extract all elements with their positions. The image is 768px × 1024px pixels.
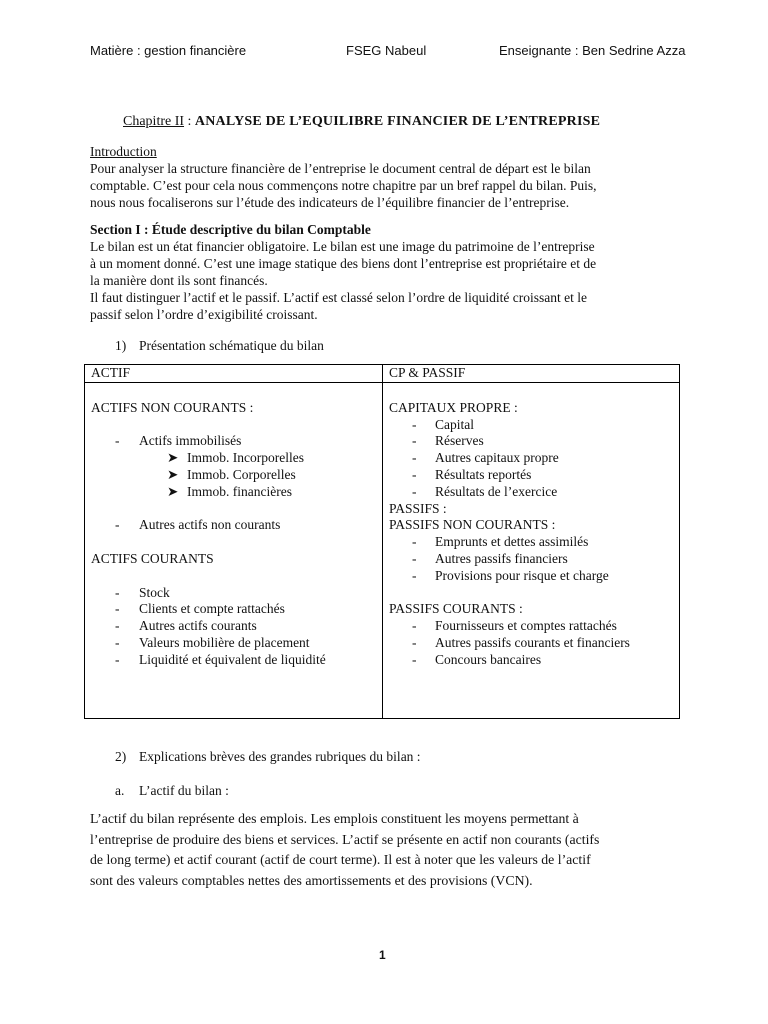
list-item: - Valeurs mobilière de placement <box>115 634 310 650</box>
list-item: - Autres passifs courants et financiers <box>412 634 630 650</box>
passif-header: CP & PASSIF <box>383 365 680 383</box>
list-item: - Autres passifs financiers <box>412 550 568 566</box>
list-item: - Clients et compte rattachés <box>115 601 285 617</box>
arrow-bullet-icon: ➤ <box>167 483 179 499</box>
arrow-bullet-icon: ➤ <box>167 466 179 482</box>
header-teacher: Enseignante : Ben Sedrine Azza <box>499 43 686 58</box>
list-number: 2) <box>115 749 127 764</box>
list-item <box>91 467 382 484</box>
chapter-separator: : <box>184 114 195 129</box>
intro-heading: Introduction <box>90 144 157 159</box>
list-text: Autres passifs financiers <box>435 550 568 566</box>
list-item: - Capital <box>412 416 474 432</box>
paragraph-line: l’entreprise de produire des biens et services. L’actif se présente en actif non courants (actifs <box>90 831 600 847</box>
list-item: - Résultats de l’exercice <box>412 483 558 499</box>
list-item <box>91 484 382 501</box>
section-1-line: passif selon l’ordre d’exigibilité croissant. <box>90 307 318 322</box>
actif-column <box>85 383 383 719</box>
list-item: - Emprunts et dettes assimilés <box>412 534 589 550</box>
actifs-non-courants-title: ACTIFS NON COURANTS : <box>91 399 254 415</box>
list-text: Autres capitaux propre <box>435 450 559 466</box>
passifs-courants-title: PASSIFS COURANTS : <box>389 601 523 617</box>
list-text: Présentation schématique du bilan <box>139 338 324 353</box>
list-text: Emprunts et dettes assimilés <box>435 534 589 550</box>
list-letter: a. <box>115 783 125 798</box>
list-text: Valeurs mobilière de placement <box>139 634 310 650</box>
passifs-non-courants-title: PASSIFS NON COURANTS : <box>389 517 556 533</box>
section-1-line: la manière dont ils sont financés. <box>90 273 268 288</box>
list-text: Clients et compte rattachés <box>139 601 285 617</box>
section-1 <box>90 221 690 323</box>
list-item: - Actifs immobilisés <box>115 433 242 449</box>
intro-line: nous nous focaliserons sur l’étude des indicateurs de l’équilibre financier de l’entreprise. <box>90 195 570 210</box>
list-item <box>91 450 382 467</box>
list-text: Fournisseurs et comptes rattachés <box>435 618 617 634</box>
bilan-table <box>84 364 680 719</box>
list-item: - Liquidité et équivalent de liquidité <box>115 651 326 667</box>
list-text: Résultats de l’exercice <box>435 483 558 499</box>
list-text: Immob. Incorporelles <box>187 450 304 466</box>
list-text: Immob. Corporelles <box>187 466 296 482</box>
passifs-title: PASSIFS : <box>389 500 447 516</box>
list-item-1 <box>115 337 324 354</box>
chapter-label: Chapitre II <box>123 114 185 129</box>
list-text: Autres actifs courants <box>139 618 257 634</box>
list-text: Actifs immobilisés <box>139 433 242 449</box>
arrow-bullet-icon: ➤ <box>167 450 179 466</box>
list-number: 1) <box>115 338 127 353</box>
list-text: Autres actifs non courants <box>139 517 281 533</box>
list-text: Liquidité et équivalent de liquidité <box>139 651 326 667</box>
list-item-2 <box>115 748 421 765</box>
actifs-courants-title: ACTIFS COURANTS <box>91 550 214 566</box>
paragraph-line: sont des valeurs comptables nettes des amortissements et des provisions (VCN). <box>90 872 533 888</box>
section-1-line: à un moment donné. C’est une image statique des biens dont l’entreprise est propriétaire et de <box>90 256 597 271</box>
introduction <box>90 143 690 211</box>
actif-paragraph <box>90 809 690 891</box>
list-text: Autres passifs courants et financiers <box>435 634 630 650</box>
passif-column <box>383 383 680 719</box>
list-item: - Autres actifs courants <box>115 618 257 634</box>
intro-line: Pour analyser la structure financière de l’entreprise le document central de départ est le bilan <box>90 161 591 176</box>
page-number: 1 <box>379 948 386 962</box>
intro-line: comptable. C’est pour cela nous commençons notre chapitre par un bref rappel du bilan. Puis, <box>90 178 597 193</box>
list-text: L’actif du bilan : <box>139 783 229 798</box>
list-item: - Stock <box>115 584 170 600</box>
list-text: Stock <box>139 584 170 600</box>
header-subject: Matière : gestion financière <box>90 43 247 58</box>
paragraph-line: L’actif du bilan représente des emplois. Les emplois constituent les moyens permettant à <box>90 811 579 826</box>
actif-header: ACTIF <box>85 365 383 383</box>
chapter-title <box>123 114 600 130</box>
list-item: - Réserves <box>412 433 484 449</box>
list-text: Immob. financières <box>187 483 292 499</box>
list-item-a <box>115 782 229 799</box>
list-item: - Autres capitaux propre <box>412 450 559 466</box>
list-text: Provisions pour risque et charge <box>435 567 609 583</box>
section-1-line: Le bilan est un état financier obligatoire. Le bilan est une image du patrimoine de l’entreprise <box>90 239 595 254</box>
section-1-heading: Section I : Étude descriptive du bilan Comptable <box>90 222 371 237</box>
header-school: FSEG Nabeul <box>346 43 427 58</box>
list-item: - Résultats reportés <box>412 466 532 482</box>
capitaux-propres-title: CAPITAUX PROPRE : <box>389 399 518 415</box>
list-text: Capital <box>435 416 474 432</box>
list-text: Concours bancaires <box>435 651 542 667</box>
list-text: Explications brèves des grandes rubriques du bilan : <box>139 749 421 764</box>
list-item: - Provisions pour risque et charge <box>412 567 609 583</box>
list-item: - Fournisseurs et comptes rattachés <box>412 618 617 634</box>
paragraph-line: de long terme) et actif courant (actif de court terme). Il est à noter que les valeurs de l’actif <box>90 852 591 867</box>
list-text: Résultats reportés <box>435 466 532 482</box>
section-1-line: Il faut distinguer l’actif et le passif. L’actif est classé selon l’ordre de liquidité croissant et le <box>90 290 587 305</box>
list-item: - Autres actifs non courants <box>115 517 281 533</box>
chapter-heading: ANALYSE DE L’EQUILIBRE FINANCIER DE L’ENTREPRISE <box>194 114 601 129</box>
list-text: Réserves <box>435 433 484 449</box>
list-item: - Concours bancaires <box>412 651 542 667</box>
